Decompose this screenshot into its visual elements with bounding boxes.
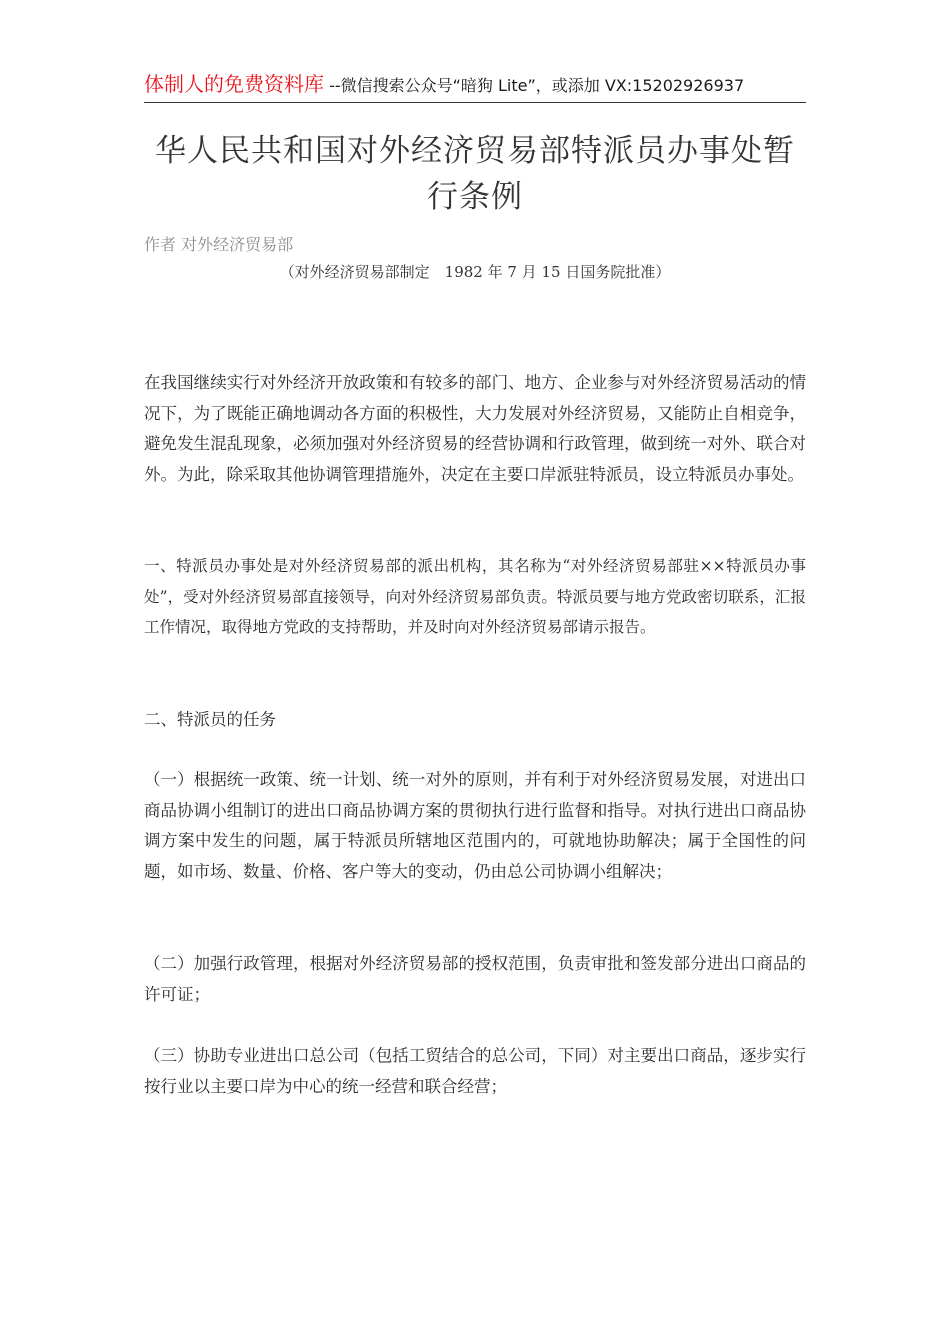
document-author: 作者 对外经济贸易部 (144, 235, 294, 254)
paragraph-article-two-item-1: （一）根据统一政策、统一计划、统一对外的原则，并有利于对外经济贸易发展，对进出口商品协调小组制订的进出口商品协调方案的贯彻执行进行监督和指导。对执行进出口商品协调方案中发生的问题，属于特派员所辖地区范围内的，可就地协助解决；属于全国性的问题，如市场、数量、价格、客户等大的变动，仍由总公司协调小组解决； (144, 770, 806, 881)
header-banner (144, 68, 806, 103)
paragraph-article-one: 一、特派员办事处是对外经济贸易部的派出机构，其名称为“对外经济贸易部驻××特派员办事处”，受对外经济贸易部直接领导，向对外经济贸易部负责。特派员要与地方党政密切联系，汇报工作情况，取得地方党政的支持帮助，并及时向对外经济贸易部请示报告。 (144, 557, 806, 636)
document-title: 华人民共和国对外经济贸易部特派员办事处暂行条例 (155, 133, 795, 215)
document-subtitle: （对外经济贸易部制定 1982 年 7 月 15 日国务院批准） (279, 263, 671, 281)
header-brand: 体制人的免费资料库 (144, 72, 324, 96)
heading-article-two: 二、特派员的任务 (144, 710, 276, 729)
paragraph-intro: 在我国继续实行对外经济开放政策和有较多的部门、地方、企业参与对外经济贸易活动的情况下，为了既能正确地调动各方面的积极性，大力发展对外经济贸易，又能防止自相竞争，避免发生混乱现象，必须加强对外经济贸易的经营协调和行政管理，做到统一对外、联合对外。为此，除采取其他协调管理措施外，决定在主要口岸派驻特派员，设立特派员办事处。 (144, 373, 806, 484)
header-promo: --微信搜索公众号“暗狗 Lite”，或添加 VX:15202926937 (324, 76, 745, 95)
paragraph-article-two-item-2: （二）加强行政管理，根据对外经济贸易部的授权范围，负责审批和签发部分进出口商品的许可证； (144, 954, 806, 1004)
paragraph-article-two-item-3: （三）协助专业进出口总公司（包括工贸结合的总公司，下同）对主要出口商品，逐步实行按行业以主要口岸为中心的统一经营和联合经营； (144, 1046, 806, 1096)
